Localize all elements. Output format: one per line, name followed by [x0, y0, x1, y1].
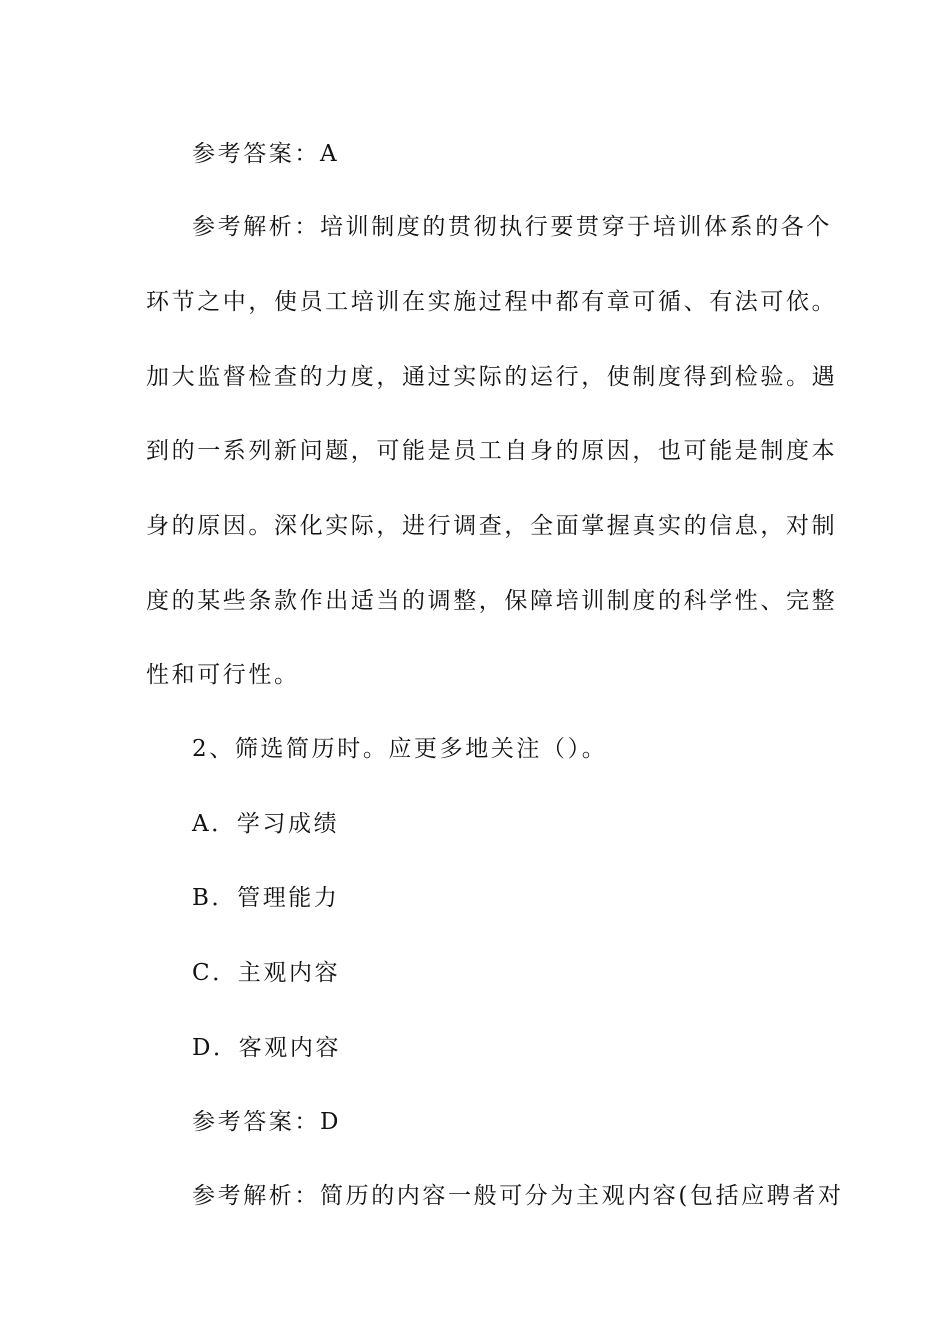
option-d: D．客观内容 [192, 1035, 342, 1061]
option-c: C．主观内容 [192, 960, 341, 986]
option-a: A．学习成绩 [192, 811, 340, 837]
question-2: 2、筛选简历时。应更多地关注（）。 [192, 736, 608, 762]
explanation-1-line-4: 到的一系列新问题，可能是员工自身的原因，也可能是制度本 [146, 438, 838, 464]
explanation-1-line-7: 性和可行性。 [146, 662, 300, 688]
explanation-2-line-1: 参考解析：简历的内容一般可分为主观内容(包括应聘者对 [192, 1183, 844, 1209]
explanation-1-line-1: 参考解析：培训制度的贯彻执行要贯穿于培训体系的各个 [192, 214, 832, 240]
explanation-1-line-2: 环节之中，使员工培训在实施过程中都有章可循、有法可依。 [146, 289, 838, 315]
answer-2: 参考答案：D [192, 1109, 342, 1135]
option-b: B．管理能力 [192, 885, 340, 911]
explanation-1-line-5: 身的原因。深化实际，进行调查，全面掌握真实的信息，对制 [146, 513, 838, 539]
explanation-1-line-6: 度的某些条款作出适当的调整，保障培训制度的科学性、完整 [146, 588, 838, 614]
answer-1: 参考答案：A [192, 141, 340, 167]
explanation-1-line-3: 加大监督检查的力度，通过实际的运行，使制度得到检验。遇 [146, 364, 838, 390]
